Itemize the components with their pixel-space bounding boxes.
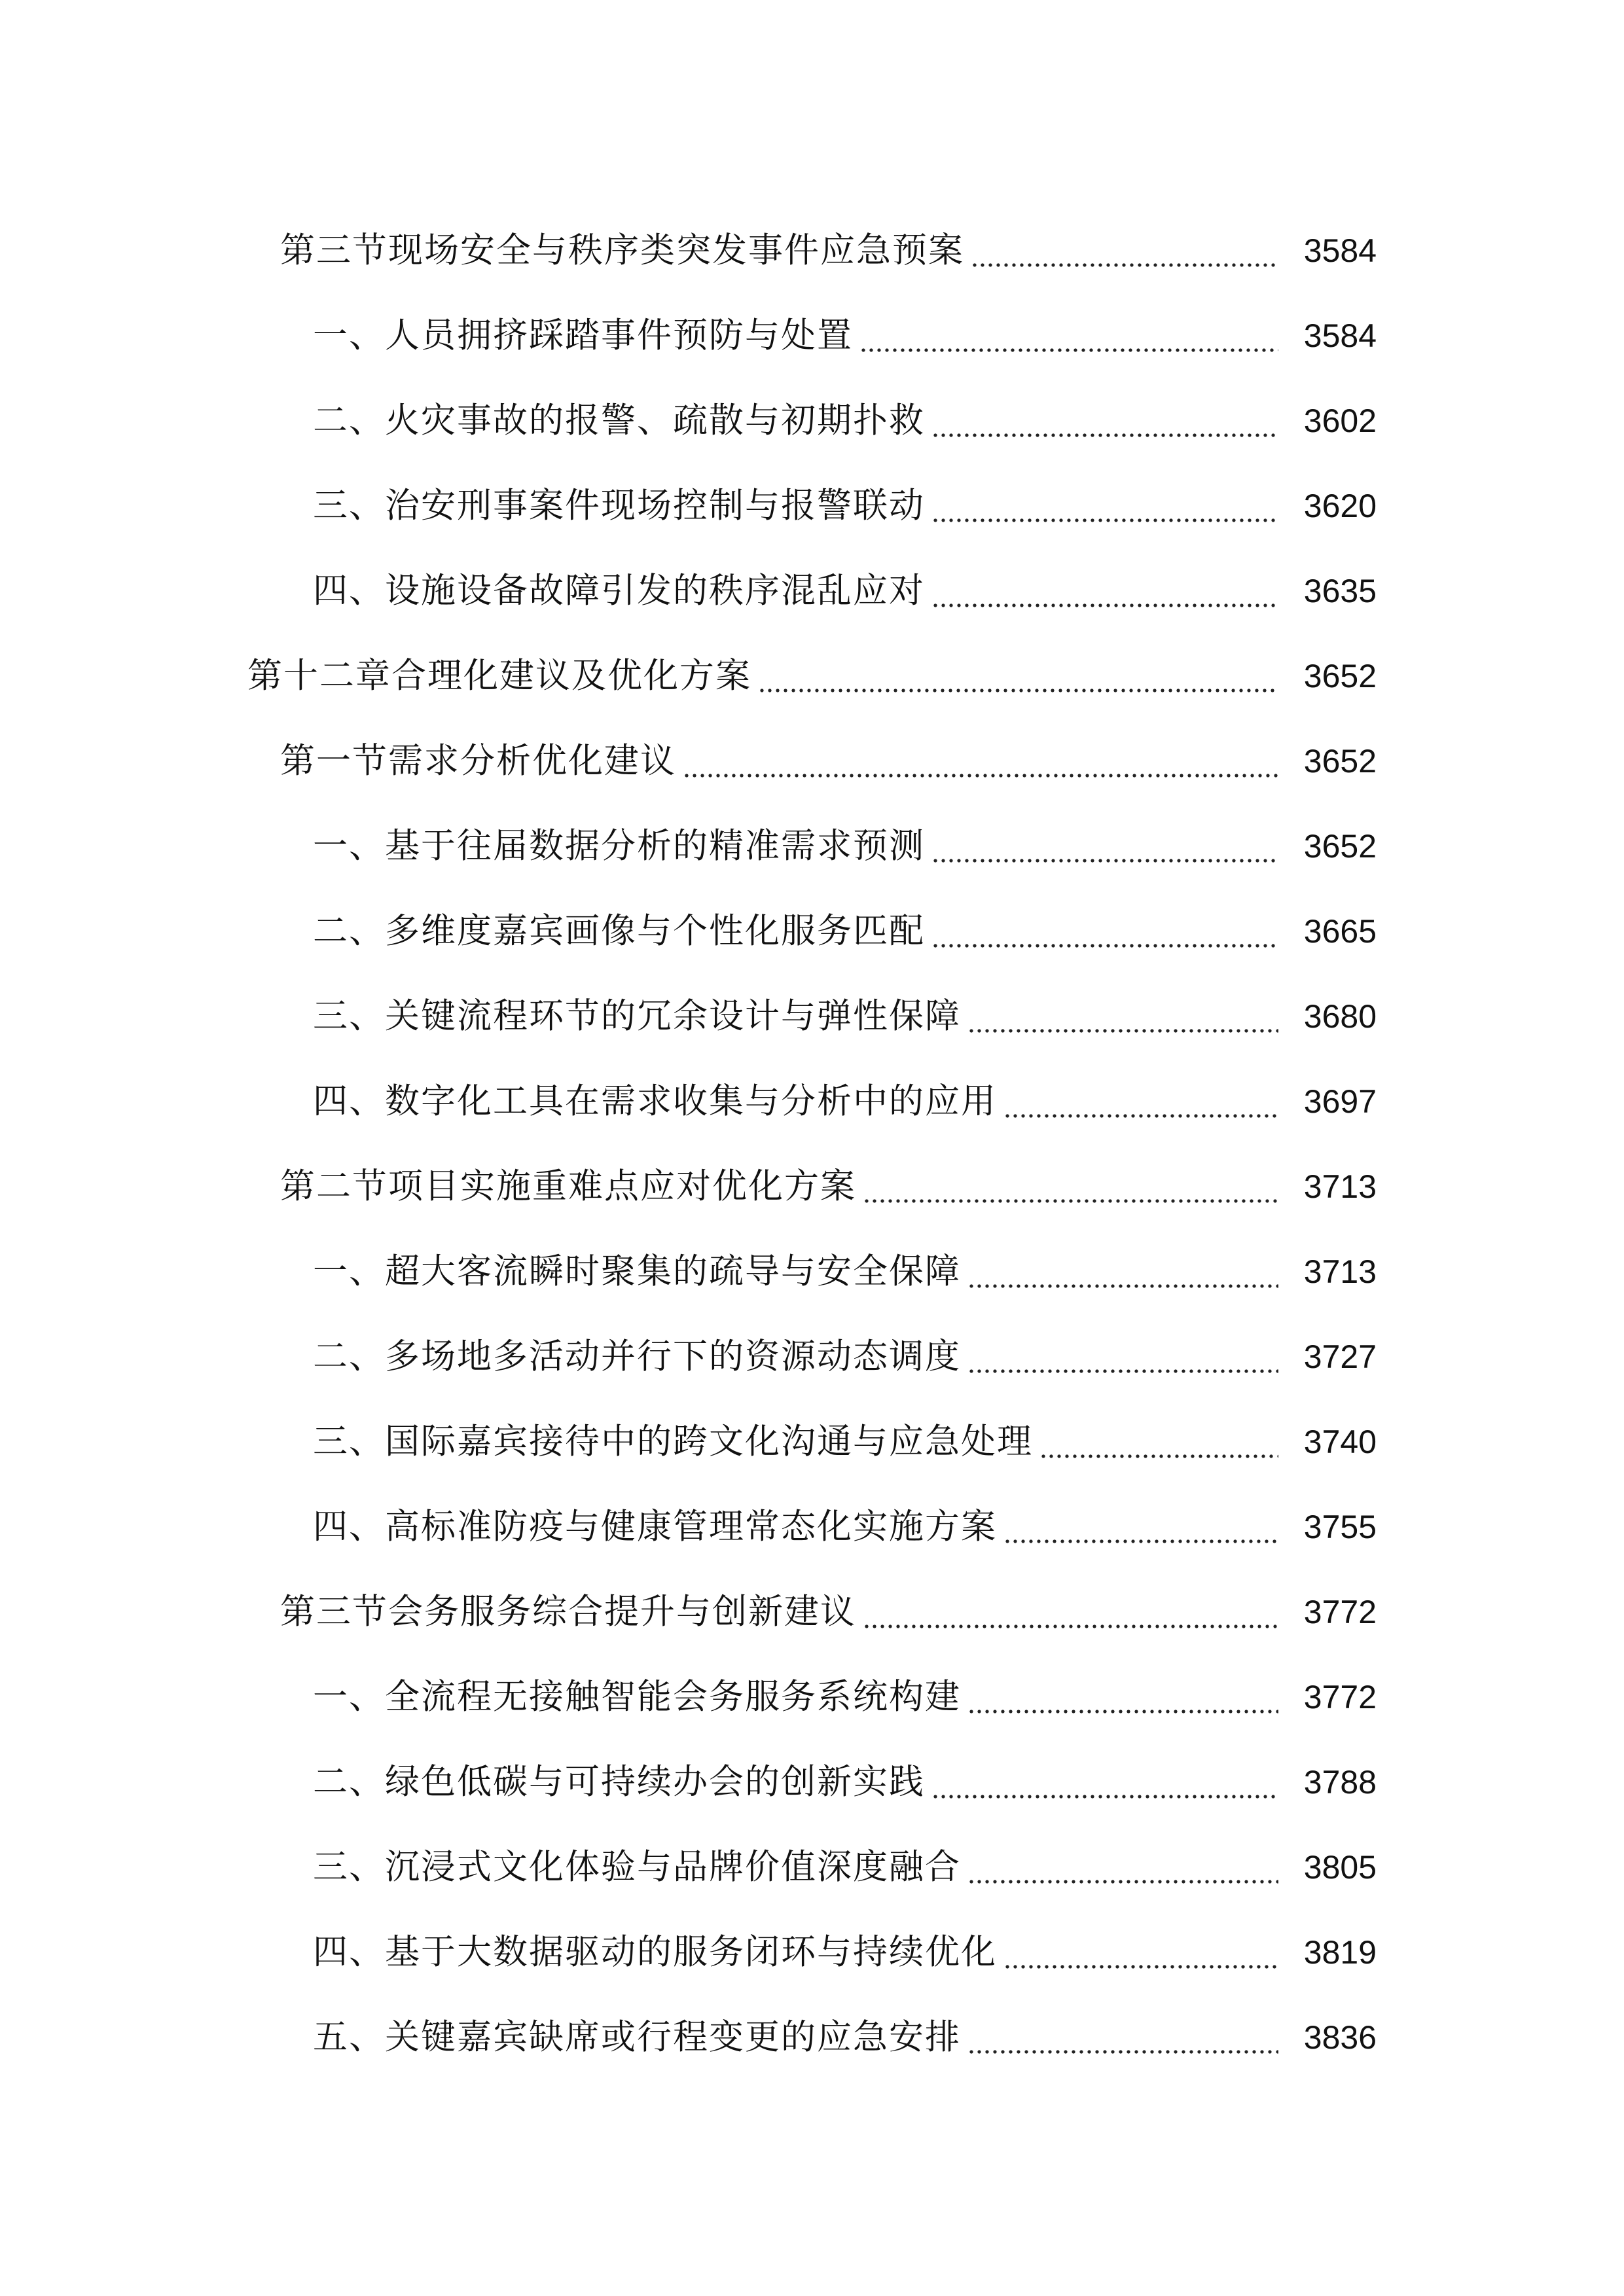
toc-entry-page-number: 3836 — [1303, 2019, 1377, 2056]
toc-entry-title: 三、治安刑事案件现场控制与报警联动 — [313, 486, 925, 526]
toc-dot-leader — [931, 433, 1278, 437]
toc-entry-page-number: 3652 — [1303, 828, 1377, 865]
toc-entry-title: 二、多维度嘉宾画像与个性化服务匹配 — [313, 911, 925, 951]
toc-dot-leader — [931, 603, 1278, 607]
toc-entry[interactable] — [0, 804, 1624, 889]
toc-entry[interactable] — [0, 208, 1624, 293]
toc-entry-title: 一、基于往届数据分析的精准需求预测 — [313, 826, 925, 866]
toc-entry-title: 三、关键流程环节的冗余设计与弹性保障 — [313, 996, 961, 1036]
toc-dot-leader — [931, 518, 1278, 522]
toc-dot-leader — [967, 1880, 1278, 1884]
toc-dot-leader — [971, 263, 1278, 267]
toc-dot-leader — [967, 2050, 1278, 2054]
toc-entry-title: 一、全流程无接触智能会务服务系统构建 — [313, 1677, 961, 1717]
toc-entry-page-number: 3680 — [1303, 998, 1377, 1035]
toc-entry-page-number: 3755 — [1303, 1509, 1377, 1545]
toc-entry-page-number: 3805 — [1303, 1849, 1377, 1886]
toc-entry[interactable] — [0, 1910, 1624, 1995]
toc-entry-page-number: 3665 — [1303, 913, 1377, 950]
toc-dot-leader — [1039, 1454, 1278, 1458]
toc-entry-title: 四、高标准防疫与健康管理常态化实施方案 — [313, 1507, 997, 1547]
toc-dot-leader — [1003, 1114, 1278, 1118]
toc-entry-page-number: 3713 — [1303, 1253, 1377, 1290]
toc-dot-leader — [931, 1795, 1278, 1799]
toc-entry-page-number: 3652 — [1303, 743, 1377, 780]
toc-dot-leader — [859, 348, 1278, 352]
toc-entry[interactable] — [0, 1059, 1624, 1144]
toc-entry[interactable] — [0, 1995, 1624, 2080]
toc-dot-leader — [967, 1710, 1278, 1713]
toc-entry-page-number: 3697 — [1303, 1083, 1377, 1120]
toc-entry-page-number: 3727 — [1303, 1338, 1377, 1375]
toc-entry-page-number: 3788 — [1303, 1764, 1377, 1801]
toc-entry[interactable] — [0, 1570, 1624, 1655]
toc-entry[interactable] — [0, 1314, 1624, 1399]
table-of-contents — [0, 208, 1624, 2080]
toc-entry-page-number: 3772 — [1303, 1594, 1377, 1630]
toc-entry-title: 四、基于大数据驱动的服务闭环与持续优化 — [313, 1932, 997, 1972]
toc-entry-title: 第一节需求分析优化建议 — [280, 741, 676, 781]
toc-entry[interactable] — [0, 1655, 1624, 1740]
toc-dot-leader — [683, 774, 1278, 778]
toc-entry[interactable] — [0, 1399, 1624, 1484]
toc-entry-page-number: 3584 — [1303, 317, 1377, 354]
toc-entry-page-number: 3584 — [1303, 232, 1377, 269]
toc-entry[interactable] — [0, 378, 1624, 463]
toc-entry[interactable] — [0, 548, 1624, 634]
toc-entry[interactable] — [0, 463, 1624, 548]
toc-entry-title: 二、火灾事故的报警、疏散与初期扑救 — [313, 401, 925, 440]
toc-dot-leader — [931, 859, 1278, 863]
toc-entry[interactable] — [0, 1484, 1624, 1570]
toc-entry-title: 二、绿色低碳与可持续办会的创新实践 — [313, 1762, 925, 1802]
toc-entry-title: 四、设施设备故障引发的秩序混乱应对 — [313, 571, 925, 611]
toc-dot-leader — [1003, 1539, 1278, 1543]
toc-entry[interactable] — [0, 1229, 1624, 1314]
toc-entry-page-number: 3772 — [1303, 1679, 1377, 1715]
toc-entry-title: 五、关键嘉宾缺席或行程变更的应急安排 — [313, 2017, 961, 2057]
toc-dot-leader — [967, 1369, 1278, 1373]
toc-entry-title: 三、国际嘉宾接待中的跨文化沟通与应急处理 — [313, 1422, 1033, 1462]
toc-entry[interactable] — [0, 719, 1624, 804]
toc-entry-title: 一、超大客流瞬时聚集的疏导与安全保障 — [313, 1251, 961, 1291]
toc-entry-title: 一、人员拥挤踩踏事件预防与处置 — [313, 315, 853, 355]
toc-entry-page-number: 3652 — [1303, 658, 1377, 694]
toc-dot-leader — [1003, 1965, 1278, 1969]
toc-entry-page-number: 3602 — [1303, 403, 1377, 439]
toc-entry[interactable] — [0, 889, 1624, 974]
toc-dot-leader — [863, 1624, 1278, 1628]
toc-dot-leader — [931, 944, 1278, 948]
toc-entry-title: 第三节会务服务综合提升与创新建议 — [280, 1592, 856, 1632]
toc-entry-title: 二、多场地多活动并行下的资源动态调度 — [313, 1336, 961, 1376]
toc-entry-page-number: 3819 — [1303, 1934, 1377, 1971]
toc-entry[interactable] — [0, 634, 1624, 719]
toc-entry[interactable] — [0, 1740, 1624, 1825]
toc-dot-leader — [967, 1284, 1278, 1288]
toc-dot-leader — [758, 689, 1278, 692]
toc-entry-page-number: 3620 — [1303, 488, 1377, 524]
toc-dot-leader — [967, 1029, 1278, 1033]
toc-entry-title: 第三节现场安全与秩序类突发事件应急预案 — [280, 230, 964, 270]
toc-entry-page-number: 3635 — [1303, 573, 1377, 609]
toc-entry-title: 三、沉浸式文化体验与品牌价值深度融合 — [313, 1847, 961, 1887]
toc-entry[interactable] — [0, 1144, 1624, 1229]
toc-dot-leader — [863, 1199, 1278, 1203]
toc-entry[interactable] — [0, 974, 1624, 1059]
toc-entry-title: 第二节项目实施重难点应对优化方案 — [280, 1166, 856, 1206]
toc-entry[interactable] — [0, 1825, 1624, 1910]
toc-entry-page-number: 3740 — [1303, 1424, 1377, 1460]
toc-entry[interactable] — [0, 293, 1624, 378]
toc-entry-title: 四、数字化工具在需求收集与分析中的应用 — [313, 1081, 997, 1121]
toc-entry-page-number: 3713 — [1303, 1168, 1377, 1205]
toc-entry-title: 第十二章合理化建议及优化方案 — [247, 656, 751, 696]
